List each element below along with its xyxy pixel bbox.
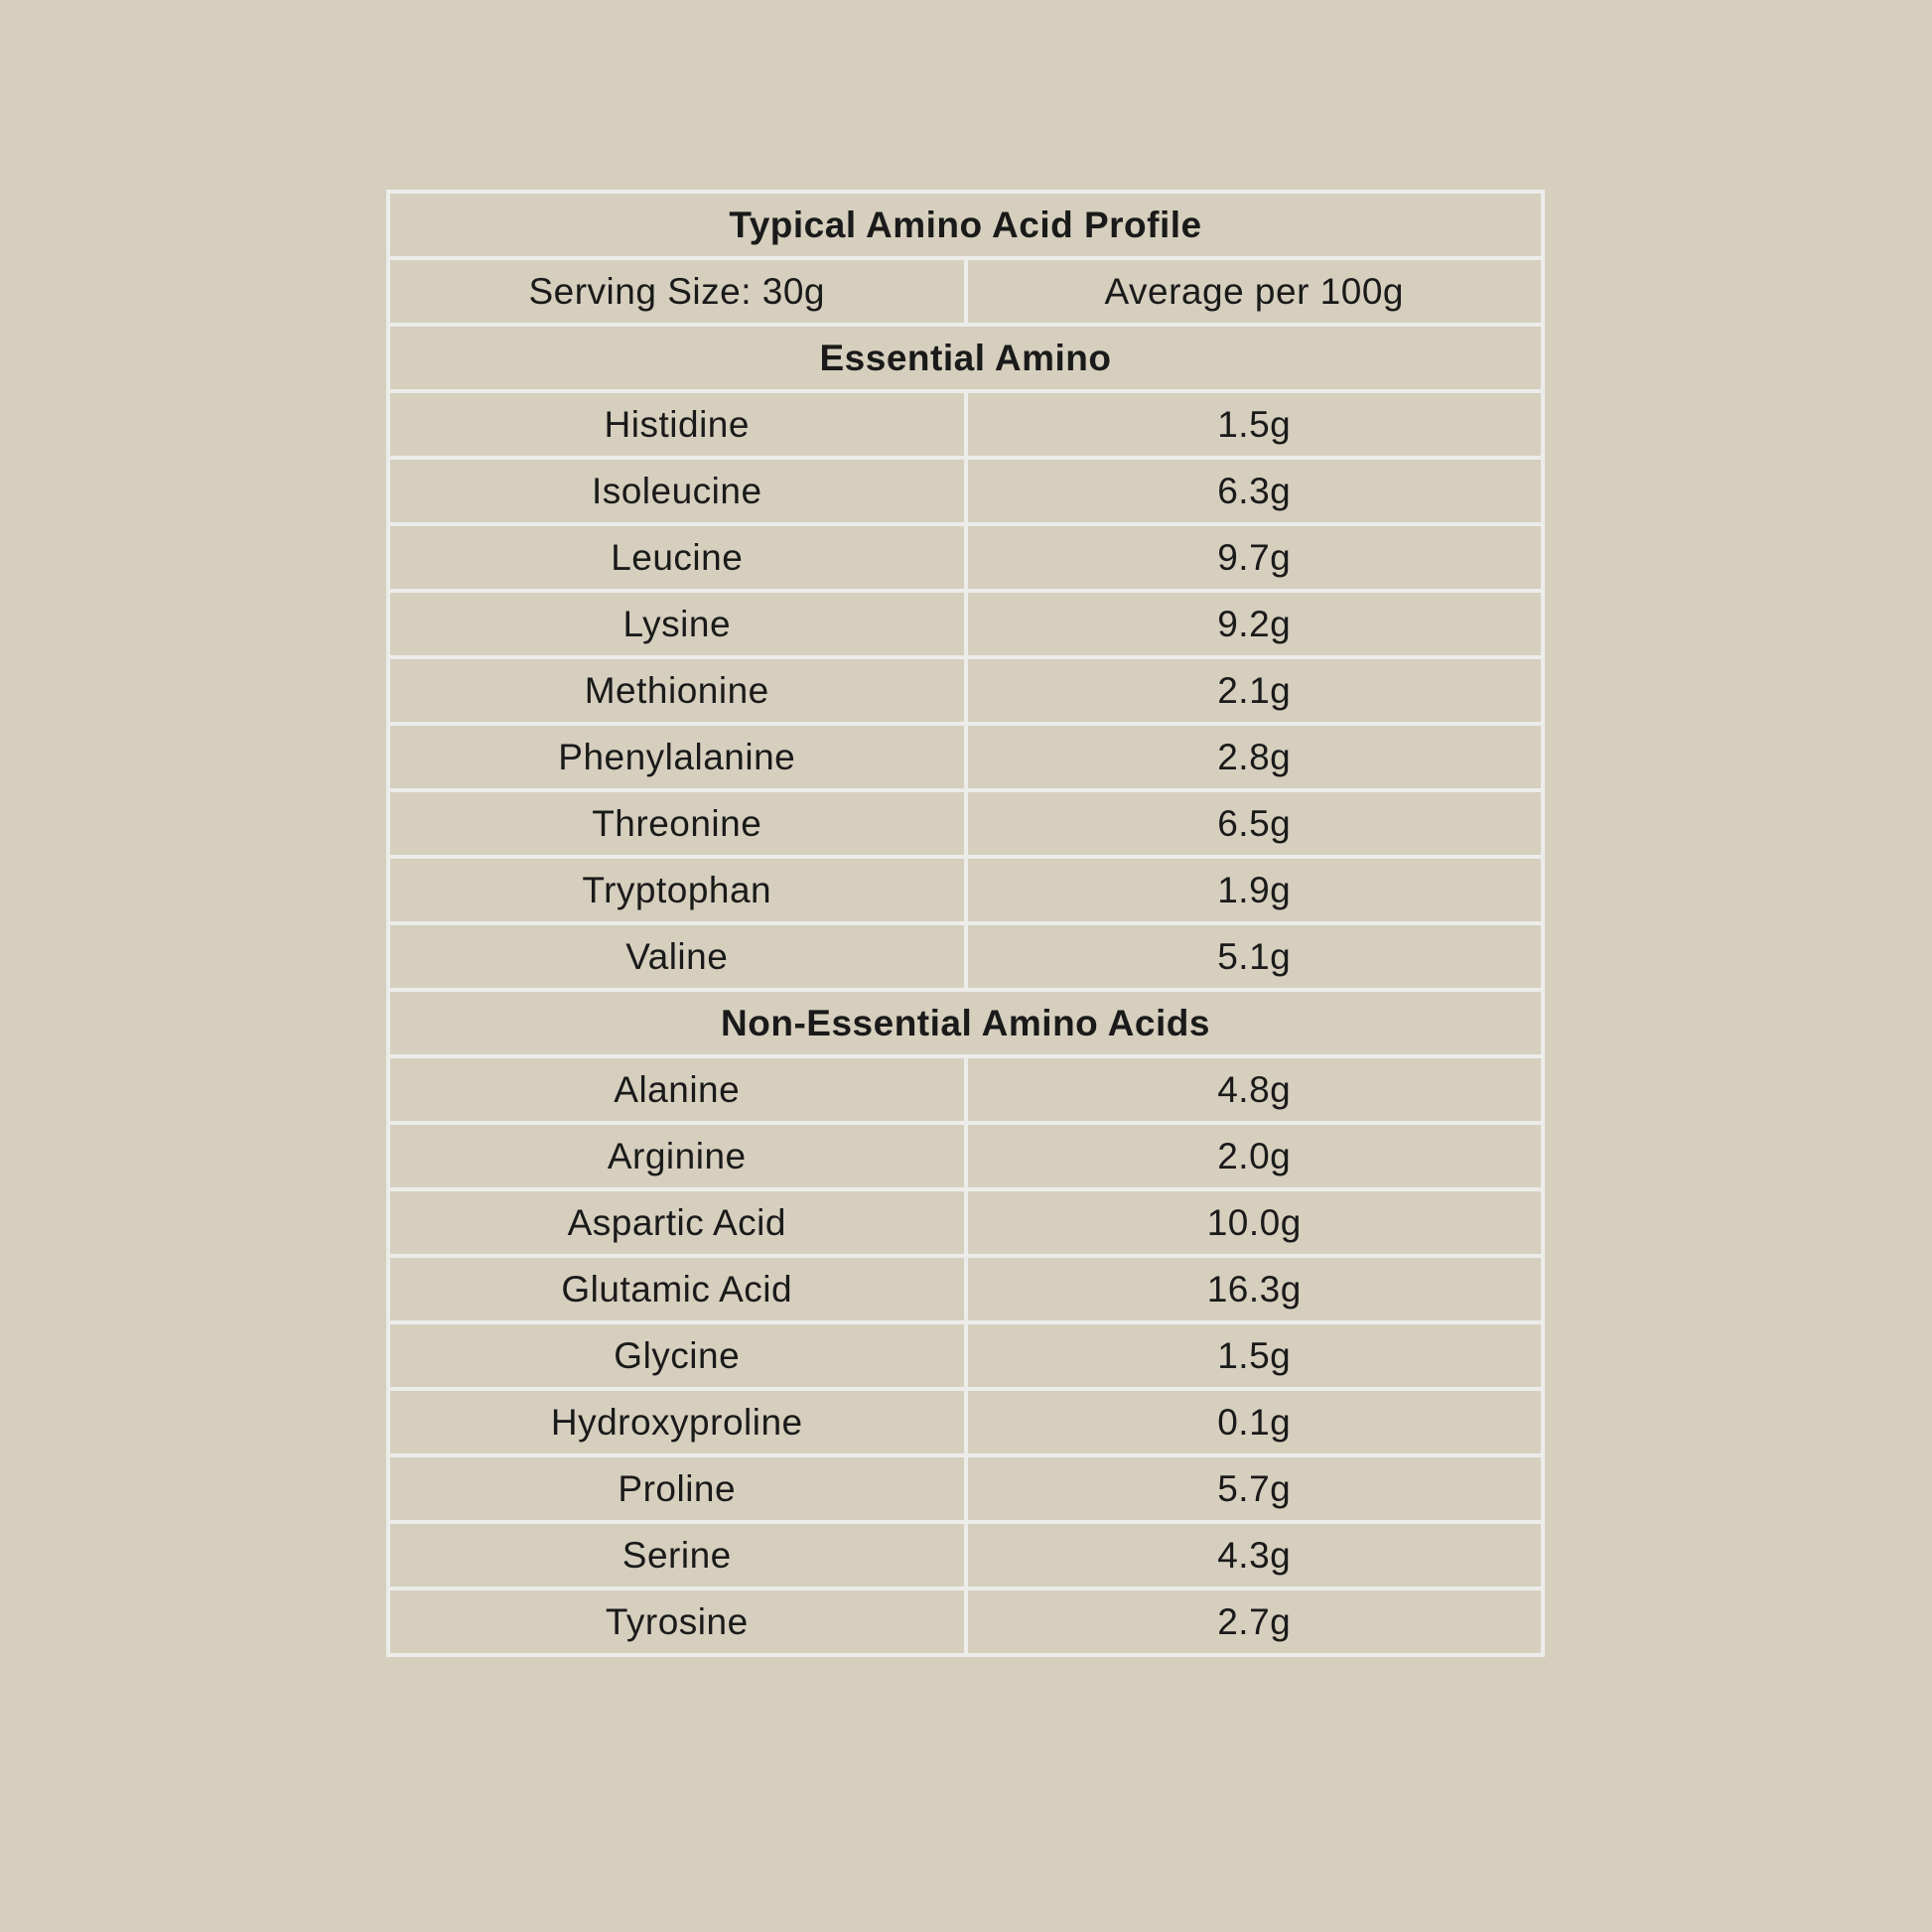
amino-name: Arginine bbox=[388, 1123, 966, 1189]
amino-name: Threonine bbox=[388, 790, 966, 857]
table-row bbox=[388, 524, 1543, 591]
table-row bbox=[388, 1123, 1543, 1189]
per-100g-header: Average per 100g bbox=[966, 258, 1544, 325]
amino-name: Isoleucine bbox=[388, 458, 966, 524]
essential-section-heading: Essential Amino bbox=[388, 325, 1543, 391]
table-row bbox=[388, 1588, 1543, 1655]
table-row bbox=[388, 1389, 1543, 1455]
table-row bbox=[388, 857, 1543, 923]
section-row bbox=[388, 990, 1543, 1056]
table-row bbox=[388, 1322, 1543, 1389]
table-row bbox=[388, 458, 1543, 524]
amino-name: Leucine bbox=[388, 524, 966, 591]
amino-value: 9.2g bbox=[966, 591, 1544, 657]
amino-name: Valine bbox=[388, 923, 966, 990]
amino-value: 4.3g bbox=[966, 1522, 1544, 1588]
table-row bbox=[388, 724, 1543, 790]
table-row bbox=[388, 591, 1543, 657]
amino-value: 1.5g bbox=[966, 1322, 1544, 1389]
amino-name: Histidine bbox=[388, 391, 966, 458]
serving-size-header: Serving Size: 30g bbox=[388, 258, 966, 325]
table-row bbox=[388, 391, 1543, 458]
table-row bbox=[388, 790, 1543, 857]
amino-name: Tryptophan bbox=[388, 857, 966, 923]
table-row bbox=[388, 1256, 1543, 1322]
amino-name: Tyrosine bbox=[388, 1588, 966, 1655]
amino-value: 1.5g bbox=[966, 391, 1544, 458]
amino-name: Proline bbox=[388, 1455, 966, 1522]
table-row bbox=[388, 1189, 1543, 1256]
table-row bbox=[388, 1522, 1543, 1588]
table-row bbox=[388, 1056, 1543, 1123]
amino-name: Hydroxyproline bbox=[388, 1389, 966, 1455]
amino-value: 2.8g bbox=[966, 724, 1544, 790]
amino-value: 5.1g bbox=[966, 923, 1544, 990]
amino-value: 1.9g bbox=[966, 857, 1544, 923]
amino-name: Phenylalanine bbox=[388, 724, 966, 790]
amino-name: Methionine bbox=[388, 657, 966, 724]
amino-name: Glycine bbox=[388, 1322, 966, 1389]
amino-name: Glutamic Acid bbox=[388, 1256, 966, 1322]
table-row bbox=[388, 923, 1543, 990]
amino-value: 10.0g bbox=[966, 1189, 1544, 1256]
amino-value: 4.8g bbox=[966, 1056, 1544, 1123]
amino-value: 9.7g bbox=[966, 524, 1544, 591]
amino-value: 2.1g bbox=[966, 657, 1544, 724]
title-row bbox=[388, 192, 1543, 258]
amino-acid-table bbox=[386, 190, 1545, 1657]
amino-name: Alanine bbox=[388, 1056, 966, 1123]
amino-name: Lysine bbox=[388, 591, 966, 657]
table-row bbox=[388, 657, 1543, 724]
section-row bbox=[388, 325, 1543, 391]
amino-value: 2.7g bbox=[966, 1588, 1544, 1655]
table-row bbox=[388, 1455, 1543, 1522]
amino-value: 6.3g bbox=[966, 458, 1544, 524]
table-title: Typical Amino Acid Profile bbox=[388, 192, 1543, 258]
amino-value: 16.3g bbox=[966, 1256, 1544, 1322]
amino-value: 6.5g bbox=[966, 790, 1544, 857]
amino-name: Serine bbox=[388, 1522, 966, 1588]
amino-value: 5.7g bbox=[966, 1455, 1544, 1522]
amino-name: Aspartic Acid bbox=[388, 1189, 966, 1256]
amino-value: 0.1g bbox=[966, 1389, 1544, 1455]
amino-value: 2.0g bbox=[966, 1123, 1544, 1189]
non-essential-section-heading: Non-Essential Amino Acids bbox=[388, 990, 1543, 1056]
column-header-row bbox=[388, 258, 1543, 325]
